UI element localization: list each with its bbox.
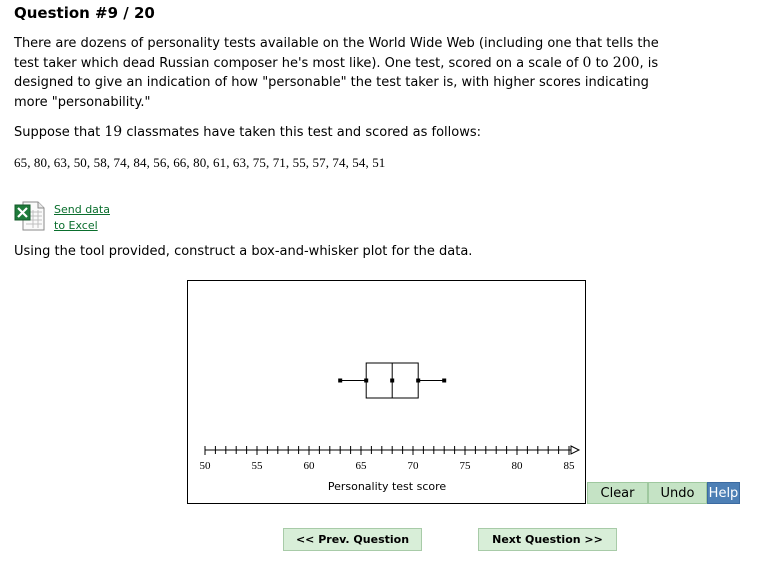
tick-label: 50 (199, 460, 211, 472)
description-text-c: , is designed to give an indication of how "personable" the test taker is, with higher scores indicating more "personability." (14, 55, 659, 110)
tick-label: 70 (407, 460, 419, 472)
send-to-excel-link[interactable] (54, 202, 110, 234)
tick-label: 60 (303, 460, 315, 472)
boxplot-tool-canvas[interactable] (187, 280, 586, 504)
median-handle[interactable] (390, 379, 394, 383)
description-text-b: to (591, 55, 613, 71)
excel-link-line2[interactable]: to Excel (54, 219, 98, 232)
axis-label: Personality test score (327, 480, 447, 493)
tick-label: 55 (251, 460, 263, 472)
box-and-whisker-plot[interactable] (338, 363, 446, 398)
question-title: Question #9 / 20 (14, 4, 155, 22)
prev-question-button[interactable]: << Prev. Question (283, 528, 422, 551)
q3-handle[interactable] (416, 379, 420, 383)
help-button[interactable]: Help (707, 482, 740, 504)
instruction-text: Using the tool provided, construct a box-and-whisker plot for the data. (14, 244, 473, 259)
tick-label: 65 (355, 460, 367, 472)
boxplot-svg[interactable] (188, 281, 585, 503)
data-intro-text-b: classmates have taken this test and scored as follows: (122, 125, 482, 140)
problem-description (14, 34, 664, 112)
undo-button[interactable]: Undo (648, 482, 707, 504)
clear-button[interactable]: Clear (587, 482, 648, 504)
axis-arrow (571, 446, 579, 454)
data-intro-text-a: Suppose that (14, 125, 105, 140)
tick-label: 80 (511, 460, 523, 472)
data-intro (14, 123, 664, 143)
tick-label: 85 (563, 460, 575, 472)
sample-size-value: 19 (104, 124, 123, 140)
tick-label: 75 (459, 460, 471, 472)
scale-max-value: 200 (612, 54, 640, 71)
scale-min-value: 0 (582, 54, 592, 71)
excel-icon[interactable] (14, 200, 46, 232)
data-values: 65, 80, 63, 50, 58, 74, 84, 56, 66, 80, 61, 63, 75, 71, 55, 57, 74, 54, 51 (14, 155, 386, 170)
min-handle[interactable] (338, 379, 342, 383)
q1-handle[interactable] (364, 379, 368, 383)
number-line (200, 446, 580, 472)
next-question-button[interactable]: Next Question >> (478, 528, 617, 551)
excel-link-line1[interactable]: Send data (54, 203, 110, 216)
description-text-a: There are dozens of personality tests available on the World Wide Web (including one that tells the test taker which dead Russian composer he's most like). One test, scored on a scale of (14, 36, 659, 71)
max-handle[interactable] (442, 379, 446, 383)
